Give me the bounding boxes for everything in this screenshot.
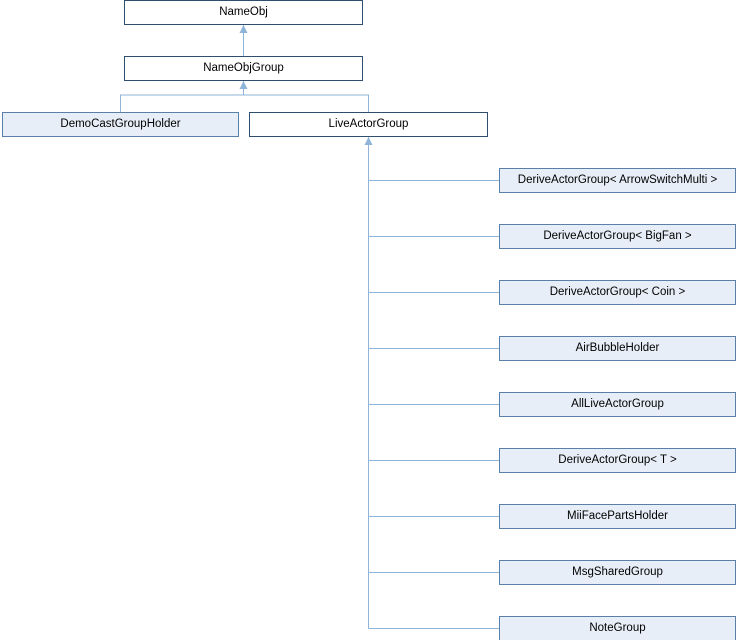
- node-deriveactorgroup-t[interactable]: [499, 448, 736, 473]
- node-deriveactorgroup-bigfan[interactable]: [499, 224, 736, 249]
- edge-liveactorgroup-nameobjgroup: [244, 81, 369, 112]
- node-label: LiveActorGroup: [328, 117, 409, 130]
- node-nameobj[interactable]: [124, 0, 363, 25]
- arrowhead-nameobj: [240, 25, 248, 33]
- node-label: AllLiveActorGroup: [571, 397, 664, 410]
- node-label: NoteGroup: [589, 621, 646, 634]
- node-miifacepartsholder[interactable]: [499, 504, 736, 529]
- node-label: AirBubbleHolder: [575, 341, 660, 354]
- edge-democast-nameobjgroup: [121, 95, 244, 112]
- node-democastgroupholder[interactable]: [2, 112, 239, 137]
- node-label: DeriveActorGroup< Coin >: [549, 285, 686, 298]
- node-airbubbleholder[interactable]: [499, 336, 736, 361]
- node-nameobjgroup[interactable]: [124, 56, 363, 81]
- node-label: DemoCastGroupHolder: [60, 117, 181, 130]
- node-label: DeriveActorGroup< ArrowSwitchMulti >: [517, 173, 718, 186]
- node-label: MiiFacePartsHolder: [567, 509, 668, 522]
- node-deriveactorgroup-arrowswitchmulti[interactable]: [499, 168, 736, 193]
- node-label: DeriveActorGroup< T >: [558, 453, 677, 466]
- node-deriveactorgroup-coin[interactable]: [499, 280, 736, 305]
- node-label: NameObjGroup: [203, 61, 284, 74]
- arrowhead-nameobjgroup-a: [240, 81, 248, 89]
- node-label: MsgSharedGroup: [572, 565, 663, 578]
- node-liveactorgroup[interactable]: [249, 112, 488, 137]
- node-allliveactorgroup[interactable]: [499, 392, 736, 417]
- arrowhead-liveactorgroup: [365, 137, 373, 145]
- node-label: DeriveActorGroup< BigFan >: [543, 229, 692, 242]
- node-label: NameObj: [219, 5, 268, 18]
- node-msgsharedgroup[interactable]: [499, 560, 736, 585]
- node-notegroup[interactable]: [499, 616, 736, 640]
